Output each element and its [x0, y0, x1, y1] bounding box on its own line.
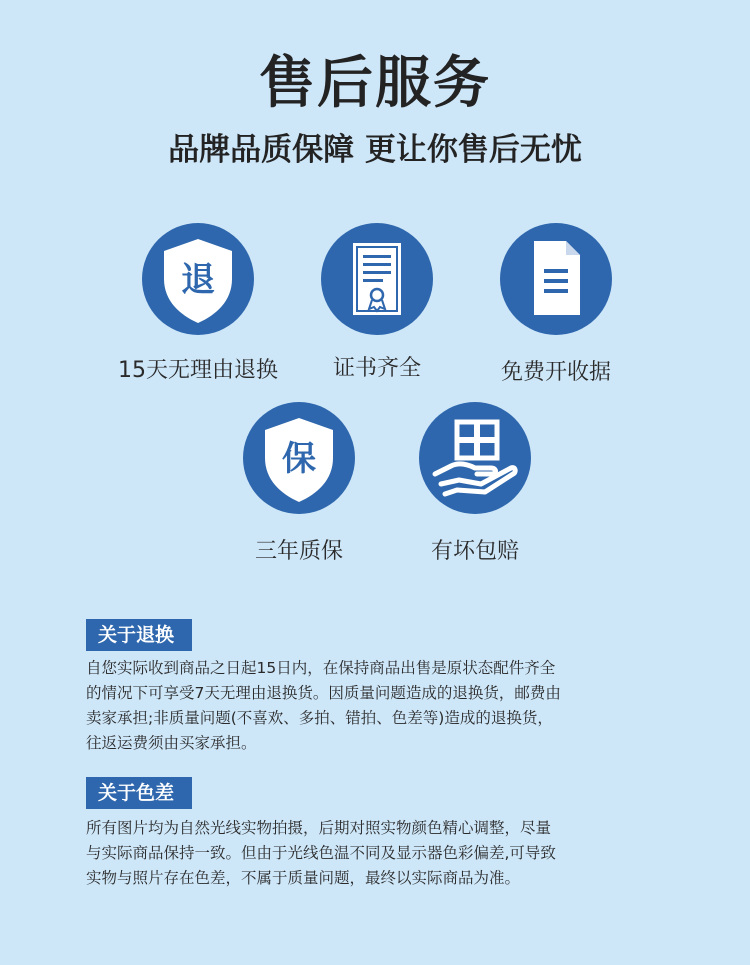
text-line: 往返运费须由买家承担。	[86, 734, 257, 752]
warranty-shield-icon	[243, 402, 355, 514]
feature-certificate-label: 证书齐全	[332, 356, 421, 381]
section-color-tag: 关于色差	[86, 777, 192, 809]
page-subtitle: 品牌品质保障 更让你售后无忧	[168, 132, 582, 168]
text-line: 的情况下可享受7天无理由退换货。因质量问题造成的退换货，邮费由	[86, 684, 561, 702]
feature-receipt	[466, 223, 646, 387]
refund-glyph: 退	[181, 260, 215, 300]
section-returns-tag: 关于退换	[86, 619, 192, 651]
section-returns-text	[86, 656, 666, 756]
refund-shield-icon	[142, 223, 254, 335]
feature-certificate	[287, 223, 467, 383]
text-line: 自您实际收到商品之日起15日内，在保持商品出售是原状态配件齐全	[86, 659, 556, 677]
section-color-text	[86, 816, 666, 891]
certificate-icon	[321, 223, 433, 335]
hand-package-icon	[419, 402, 531, 514]
feature-warranty-label: 三年质保	[254, 539, 343, 564]
feature-receipt-label: 免费开收据	[500, 360, 611, 385]
feature-return	[108, 223, 288, 385]
receipt-document-icon	[500, 223, 612, 335]
page-title: 售后服务	[259, 51, 491, 116]
feature-return-label: 15天无理由退换	[118, 358, 278, 383]
feature-compensation-label: 有坏包赔	[430, 539, 519, 564]
feature-compensation	[385, 402, 565, 566]
text-line: 卖家承担;非质量问题(不喜欢、多拍、错拍、色差等)造成的退换货，	[86, 709, 553, 727]
text-line: 与实际商品保持一致。但由于光线色温不同及显示器色彩偏差,可导致	[86, 844, 556, 862]
text-line: 所有图片均为自然光线实物拍摄，后期对照实物颜色精心调整，尽量	[86, 819, 552, 837]
feature-warranty	[209, 402, 389, 566]
warranty-glyph: 保	[282, 439, 316, 479]
text-line: 实物与照片存在色差，不属于质量问题，最终以实际商品为准。	[86, 869, 521, 887]
